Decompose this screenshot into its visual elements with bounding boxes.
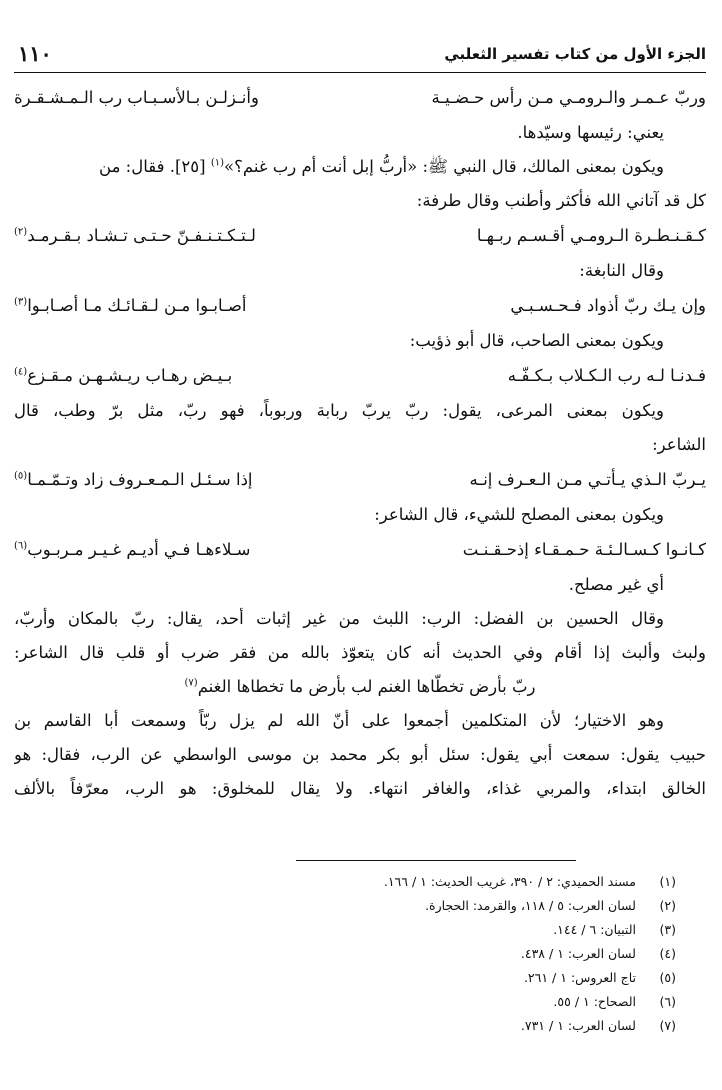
paragraph-line: الخالق ابتداء، والمربي غذاء، والغافر انتهاء. ولا يقال للمخلوق: هو الرب، معرّفاً بالألف [14, 779, 706, 798]
paragraph-line: ويكون بمعنى المصلح للشيء، قال الشاعر: [374, 505, 664, 524]
verse-line [14, 288, 706, 324]
verse-first-hemistich: فـدنـا لـه رب الـكـلاب بـكـفّـه [507, 366, 706, 385]
page-number: ١١٠ [18, 41, 52, 66]
verse-first-hemistich: كـقـنـطـرة الـرومـي أقـسـم ربـهـا [476, 226, 706, 245]
footnote-marker: (٥) [14, 470, 28, 482]
running-title: الجزء الأول من كتاب تفسير الثعلبي [444, 45, 706, 63]
footnote [100, 942, 676, 966]
footnote-number: (٤) [659, 946, 676, 961]
footnote-marker: (٦) [14, 540, 28, 552]
verse-second-hemistich [14, 218, 332, 254]
verse-line [14, 218, 706, 254]
verse-first-hemistich: يـربّ الـذي يـأتـي مـن الـعـرف إنـه [469, 470, 706, 489]
verse-text: ربّ بأرض تخطّاها الغنم لب بأرض ما تخطاها الغنم [197, 677, 536, 696]
footnote-text: لسان العرب: ١ / ٤٣٨. [520, 946, 636, 961]
footnote-text: تاج العروس: ١ / ٢٦١. [523, 970, 636, 985]
footnote-number: (٧) [659, 1018, 676, 1033]
paragraph-line: كل قد آتاني الله فأكثر وأطنب وقال طرفة: [416, 191, 706, 210]
footnote [100, 1014, 676, 1038]
verse-second-hemistich [14, 288, 332, 324]
paragraph-text: ويكون بمعنى المالك، قال النبي ﷺ: «أربُّ إبل أنت أم رب غنم؟» [224, 157, 664, 176]
footnote-text: لسان العرب: ٥ / ١١٨، والقرمد: الحجارة. [425, 898, 636, 913]
page-header [14, 40, 706, 68]
main-text [14, 80, 706, 806]
paragraph-line: ولبث وألبث إذا أقام وفي الحديث أنه كان يتعوّذ بالله من فقر ضرب أو قلب قال الشاعر: [14, 643, 706, 662]
footnote-marker: (٤) [14, 366, 28, 378]
paragraph-text: [٢٥]. فقال: من [99, 157, 211, 176]
verse-second-hemistich [14, 462, 332, 498]
footnote-number: (٢) [659, 898, 676, 913]
footnote-number: (٣) [659, 922, 676, 937]
verse-second-hemistich: وأنـزلـن بـالأسـبـاب رب الـمـشـقـرة [14, 88, 259, 107]
verse-first-hemistich: وإن يـك ربّ أذواد فـحـسـبـي [510, 296, 706, 315]
paragraph-line: وقال النابغة: [579, 261, 664, 280]
paragraph-line: أي غير مصلح. [568, 575, 664, 594]
footnote [100, 918, 676, 942]
footnote [100, 990, 676, 1014]
paragraph-line [14, 150, 706, 184]
footnote [100, 966, 676, 990]
footnote [100, 870, 676, 894]
verse-line [14, 358, 706, 394]
verse-second-hemistich [14, 358, 332, 394]
footnote-marker: (١) [210, 157, 225, 169]
verse-first-hemistich: وربّ عـمـر والـرومـي مـن رأس حـضـيـة [431, 88, 706, 107]
verse-line [14, 80, 706, 116]
paragraph-line: يعني: رئيسها وسيّدها. [517, 123, 664, 142]
footnote-marker: (٧) [184, 677, 198, 689]
paragraph-line: وهو الاختيار؛ لأن المتكلمين أجمعوا على أنّ الله لم يزل ربّاً وسمعت أبا القاسم بن [14, 711, 664, 730]
verse-text: بـيـض رهـاب ريـشـهـن مـقـزع [27, 366, 233, 385]
header-rule [14, 72, 706, 73]
footnote [100, 894, 676, 918]
verse-text: سـلاءهـا فـي أديـم غـيـر مـربـوب [27, 540, 251, 559]
footnote-text: التبيان: ٦ / ١٤٤. [553, 922, 636, 937]
footnote-number: (٦) [659, 994, 676, 1009]
footnote-rule [296, 860, 576, 861]
verse-text: أصـابـوا مـن لـقـائـك مـا أصـابـوا [27, 296, 247, 315]
paragraph-line: ويكون بمعنى المرعى، يقول: ربّ يربّ ربابة وربوباً، فهو ربّ، مثل برّ وطب، قال [14, 401, 664, 420]
footnote-marker: (٢) [14, 226, 28, 238]
paragraph-line: ويكون بمعنى الصاحب، قال أبو ذؤيب: [409, 331, 664, 350]
footnote-marker: (٣) [14, 296, 28, 308]
quoted-verse [14, 670, 706, 704]
paragraph-line: حبيب يقول: سمعت أبي يقول: سئل أبو بكر محمد بن موسى الواسطي عن الرب، فقال: هو [14, 745, 706, 764]
verse-text: إذا سـئـل الـمـعـروف زاد وتـمّـمـا [27, 470, 253, 489]
paragraph-line: الشاعر: [652, 435, 706, 454]
footnotes [100, 870, 676, 1038]
footnote-text: لسان العرب: ١ / ٧٣١. [520, 1018, 636, 1033]
footnote-text: الصحاح: ١ / ٥٥. [553, 994, 636, 1009]
verse-text: لـتـكـتـنـفـنّ حـتـى تـشـاد بـقـرمـد [27, 226, 256, 245]
paragraph-line: وقال الحسين بن الفضل: الرب: اللبث من غير إثبات أحد، يقال: ربّ بالمكان وأربّ، [14, 609, 664, 628]
footnote-text: مسند الحميدي: ٢ / ٣٩٠، غريب الحديث: ١ / ١٦٦. [383, 874, 636, 889]
verse-line [14, 462, 706, 498]
footnote-number: (١) [659, 874, 676, 889]
verse-first-hemistich: كـانـوا كـسـالـئـة حـمـقـاء إذحـقـنـت [462, 540, 706, 559]
footnote-number: (٥) [659, 970, 676, 985]
verse-second-hemistich [14, 532, 332, 568]
verse-line [14, 532, 706, 568]
